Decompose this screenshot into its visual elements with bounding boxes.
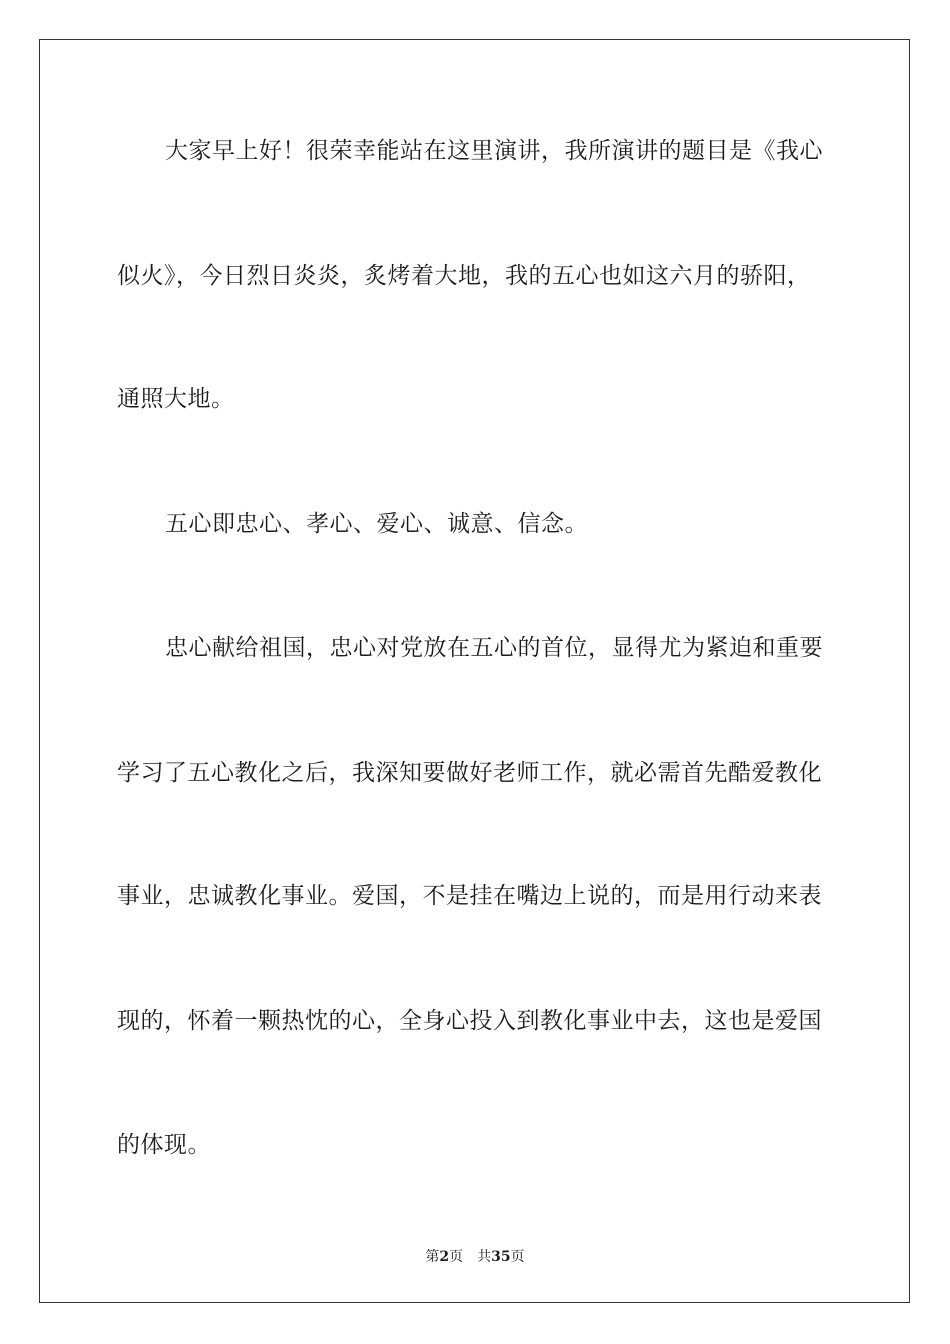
total-page-count: 35 (491, 1249, 511, 1265)
paragraph-line: 大家早上好！很荣幸能站在这里演讲，我所演讲的题目是《我心 (165, 138, 823, 164)
paragraph-line: 似火》，今日烈日炎炎，炙烤着大地，我的五心也如这六月的骄阳， (117, 263, 811, 289)
paragraph-line: 的体现。 (117, 1132, 211, 1158)
paragraph-line: 学习了五心教化之后，我深知要做好老师工作，就必需首先酷爱教化 (117, 760, 822, 786)
paragraph-line: 通照大地。 (117, 386, 235, 412)
total-prefix: 共 (477, 1249, 492, 1265)
current-page-number: 2 (439, 1249, 450, 1265)
page-border (39, 39, 910, 1303)
page-prefix: 第 (425, 1249, 440, 1265)
total-suffix: 页 (510, 1249, 525, 1265)
paragraph-line: 忠心献给祖国，忠心对党放在五心的首位，显得尤为紧迫和重要 (165, 635, 823, 661)
page-footer (0, 1248, 950, 1266)
page-suffix: 页 (449, 1249, 464, 1265)
paragraph-line: 现的，怀着一颗热忱的心，全身心投入到教化事业中去，这也是爱国 (117, 1008, 822, 1034)
paragraph-line: 事业，忠诚教化事业。爱国，不是挂在嘴边上说的，而是用行动来表 (117, 883, 822, 909)
paragraph-line: 五心即忠心、孝心、爱心、诚意、信念。 (165, 511, 588, 537)
